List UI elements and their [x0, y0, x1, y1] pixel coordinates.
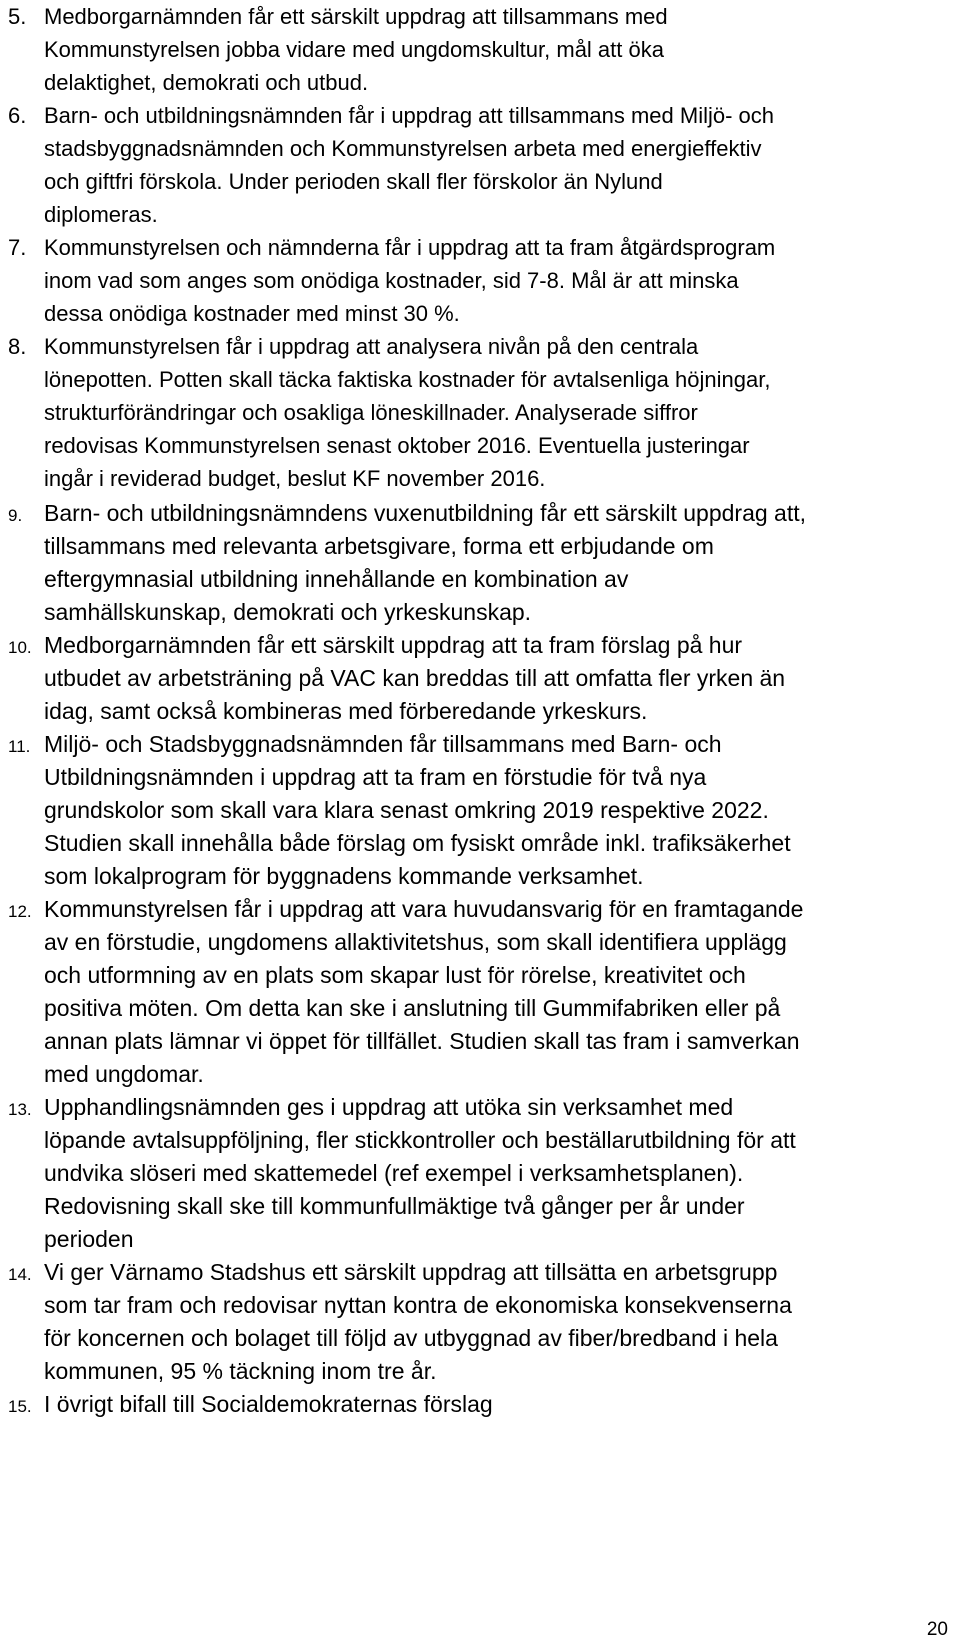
list-item-13: [8, 1091, 953, 1256]
list-item-number: 13.: [8, 1100, 32, 1119]
list-item-number: 11.: [8, 737, 31, 756]
list-item-text: Miljö- och Stadsbyggnadsnämnden får tillsammans med Barn- och Utbildningsnämnden i uppdrag att ta fram en förstudie för två nya grundskolor som skall vara klara senast omkring 2019 respektive 2022. Studien skall innehålla både förslag om fysiskt område inkl. trafiksäkerhet som lokalprogram för byggnadens kommande verksamhet.: [44, 731, 791, 889]
list-item-number: 5.: [8, 4, 27, 29]
list-item-14: [8, 1256, 953, 1388]
list-item-8: [8, 330, 953, 495]
list-item-text: I övrigt bifall till Socialdemokraternas förslag: [44, 1391, 493, 1417]
list-item-15: [8, 1388, 953, 1421]
list-item-text: Kommunstyrelsen får i uppdrag att analysera nivån på den centrala lönepotten. Potten skall täcka faktiska kostnader för avtalsenliga höjningar, strukturförändringar och osakliga löneskillnader. Analyserade siffror redovisas Kommunstyrelsen senast oktober 2016. Eventuella justeringar ingår i reviderad budget, beslut KF november 2016.: [44, 334, 771, 491]
list-item-7: [8, 231, 953, 330]
list-item-12: [8, 893, 953, 1091]
list-item-text: Medborgarnämnden får ett särskilt uppdrag att tillsammans med Kommunstyrelsen jobba vidare med ungdomskultur, mål att öka delaktighet, demokrati och utbud.: [44, 4, 668, 95]
page-number: 20: [926, 1619, 948, 1640]
list-item-number: 15.: [8, 1397, 32, 1416]
list-item-text: Upphandlingsnämnden ges i uppdrag att utöka sin verksamhet med löpande avtalsuppföljning, fler stickkontroller och beställarutbildning för att undvika slöseri med skattemedel (ref exempel i verksamhetsplanen). Redovisning skall ske till kommunfullmäktige två gånger per år under perioden: [44, 1094, 796, 1252]
list-item-number: 12.: [8, 902, 32, 921]
list-item-number: 7.: [8, 235, 27, 260]
list-item-10: [8, 629, 953, 728]
list-item-text: Kommunstyrelsen och nämnderna får i uppdrag att ta fram åtgärdsprogram inom vad som anges som onödiga kostnader, sid 7-8. Mål är att minska dessa onödiga kostnader med minst 30 %.: [44, 235, 776, 326]
list-item-number: 14.: [8, 1265, 32, 1284]
list-item-6: [8, 99, 953, 231]
list-item-11: [8, 728, 953, 893]
list-item-5: [8, 0, 953, 99]
list-item-number: 9.: [8, 506, 23, 525]
list-item-text: Barn- och utbildningsnämnden får i uppdrag att tillsammans med Miljö- och stadsbyggnadsnämnden och Kommunstyrelsen arbeta med energieffektiv och giftfri förskola. Under perioden skall fler förskolor än Nylund diplomeras.: [44, 103, 775, 227]
list-item-9: [8, 497, 953, 629]
list-item-number: 10.: [8, 638, 32, 657]
list-item-text: Vi ger Värnamo Stadshus ett särskilt uppdrag att tillsätta en arbetsgrupp som tar fram och redovisar nyttan kontra de ekonomiska konsekvenserna för koncernen och bolaget till följd av utbyggnad av fiber/bredband i hela kommunen, 95 % täckning inom tre år.: [44, 1259, 792, 1384]
list-item-number: 8.: [8, 334, 27, 359]
list-item-text: Kommunstyrelsen får i uppdrag att vara huvudansvarig för en framtagande av en förstudie, ungdomens allaktivitetshus, som skall identifiera upplägg och utformning av en plats som skapar lust för rörelse, kreativitet och positiva möten. Om detta kan ske i anslutning till Gummifabriken eller på annan plats lämnar vi öppet för tillfället. Studien skall tas fram i samverkan med ungdomar.: [44, 896, 804, 1087]
list-item-number: 6.: [8, 103, 27, 128]
list-item-text: Medborgarnämnden får ett särskilt uppdrag att ta fram förslag på hur utbudet av arbetsträning på VAC kan breddas till att omfatta fler yrken än idag, samt också kombineras med förberedande yrkeskurs.: [44, 632, 786, 724]
list-item-text: Barn- och utbildningsnämndens vuxenutbildning får ett särskilt uppdrag att, tillsammans med relevanta arbetsgivare, forma ett erbjudande om eftergymnasial utbildning innehållande en kombination av samhällskunskap, demokrati och yrkeskunskap.: [44, 500, 807, 625]
